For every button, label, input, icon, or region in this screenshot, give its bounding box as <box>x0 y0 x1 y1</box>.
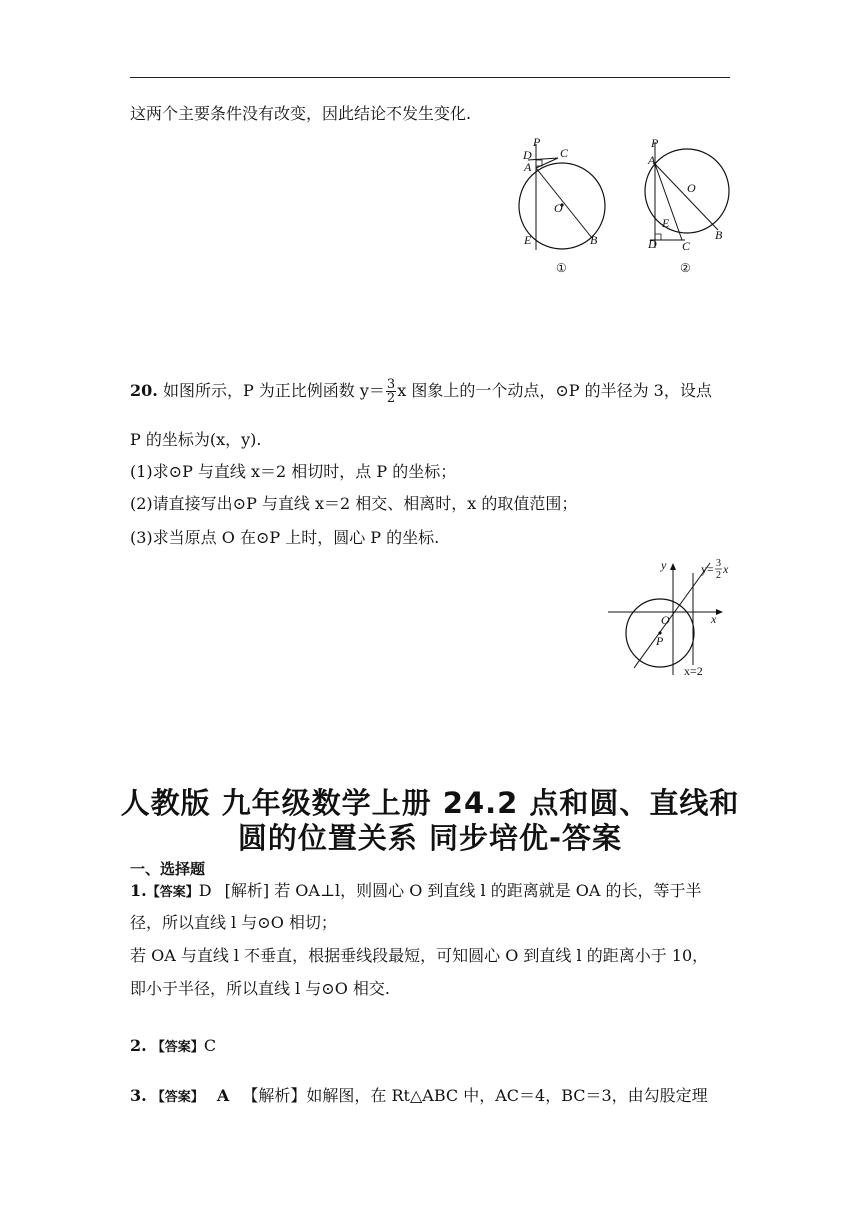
fig20-line-label-num: 3 <box>716 558 721 569</box>
figure-19-diagram-1 <box>519 135 605 275</box>
fig20-line-label-post: x <box>723 562 729 576</box>
fig20-x-axis-label: x <box>711 612 717 626</box>
answer-1-line-3: 若 OA 与直线 l 不垂直，根据垂线段最短，可知圆心 O 到直线 l 的距离小于 10， <box>130 946 709 965</box>
answer-2-tag: 【答案】 <box>151 1040 204 1055</box>
header-rule <box>130 77 730 78</box>
q20-part-2: (2)请直接写出⊙P 与直线 x＝2 相交、相离时，x 的取值范围； <box>130 494 578 513</box>
figure-19 <box>510 134 750 279</box>
answer-1-text-1: [解析] 若 OA⊥l，则圆心 O 到直线 l 的距离就是 OA 的长，等于半 <box>224 881 702 900</box>
q20-number: 20. <box>130 381 158 400</box>
q20-part-1: (1)求⊙P 与直线 x＝2 相切时，点 P 的坐标； <box>130 462 457 481</box>
figure-20 <box>598 555 743 680</box>
answer-1-line-1 <box>130 881 702 903</box>
q20-text-b: x 图象上的一个动点，⊙P 的半径为 3，设点 <box>397 381 712 400</box>
fig19-label-O1: O <box>554 201 563 215</box>
answer-2-number: 2. <box>130 1036 147 1055</box>
answer-3-number: 3. <box>130 1086 147 1105</box>
fig19-label-C2: C <box>682 239 691 253</box>
answer-2-choice: C <box>203 1036 217 1055</box>
answer-1-number: 1. <box>130 881 147 900</box>
answer-2-line <box>130 1036 216 1058</box>
fig20-line-label-pre: y= <box>701 562 714 576</box>
fig19-label-P2: P <box>651 136 659 150</box>
fig20-vline-label: x=2 <box>684 664 703 678</box>
answer-title-line-2: 圆的位置关系 同步培优-答案 <box>237 821 623 855</box>
answer-3-line <box>130 1086 708 1108</box>
fig19-label-A1: A <box>524 160 532 174</box>
fig19-caption-2: ② <box>680 261 691 275</box>
prev-answer-text: 这两个主要条件没有改变，因此结论不发生变化. <box>130 104 472 123</box>
fig19-label-B2: B <box>715 228 723 242</box>
fig20-line-label-den: 2 <box>716 570 721 581</box>
fig19-label-P1: P <box>533 135 541 149</box>
fig19-label-D1: D <box>523 148 532 162</box>
answer-3-text: 【解析】如解图，在 Rt△ABC 中，AC＝4，BC＝3，由勾股定理 <box>242 1086 708 1105</box>
q20-line-2: P 的坐标为(x，y). <box>130 430 262 449</box>
answer-1-choice: D <box>198 881 212 900</box>
fig19-label-A2: A <box>648 153 656 167</box>
fig19-label-O2: O <box>687 181 696 195</box>
answer-3-choice: A <box>216 1086 230 1105</box>
answer-1-line-4: 即小于半径，所以直线 l 与⊙O 相交. <box>130 979 390 998</box>
q20-frac-num: 3 <box>386 377 396 392</box>
answer-1-line-2: 径，所以直线 l 与⊙O 相切； <box>130 913 337 932</box>
q20-frac-den: 2 <box>386 391 396 406</box>
fig19-label-E1: E <box>524 233 532 247</box>
figure-19-diagram-2 <box>645 136 729 275</box>
section-heading: 一、选择题 <box>130 860 206 878</box>
fig19-label-C1: C <box>560 146 569 160</box>
fig19-label-D2: D <box>648 237 657 251</box>
q20-line-1 <box>130 378 712 405</box>
answer-3-tag: 【答案】 <box>151 1090 204 1105</box>
fig19-label-B1: B <box>590 233 598 247</box>
fig20-point-label: P <box>656 634 664 648</box>
answer-title-line-1: 人教版 九年级数学上册 24.2 点和圆、直线和 <box>120 786 740 820</box>
fig19-label-E2: E <box>662 216 670 230</box>
fig20-origin-label: O <box>661 613 670 627</box>
q20-text-a: 如图所示，P 为正比例函数 y＝ <box>162 381 385 400</box>
answer-1-tag: 【答案】 <box>146 885 199 900</box>
fig19-caption-1: ① <box>556 261 567 275</box>
q20-part-3: (3)求当原点 O 在⊙P 上时，圆心 P 的坐标. <box>130 528 440 547</box>
fig20-y-axis-label: y <box>661 558 667 572</box>
q20-fraction <box>386 378 396 405</box>
